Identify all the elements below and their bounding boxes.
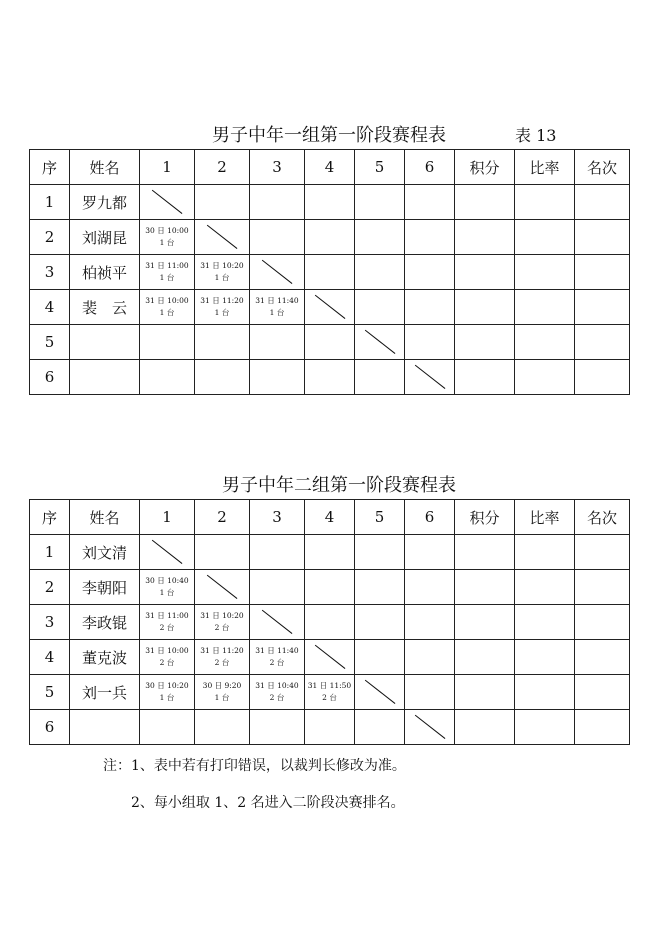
header-cell: 名次 [575,500,630,535]
match-venue: 1 台 [214,308,230,317]
table-row [30,640,630,675]
table-row [30,325,630,360]
player-name-cell: 刘文清 [70,535,140,570]
header-cell: 积分 [455,150,515,185]
match-venue: 1 台 [159,588,175,597]
table-row [30,255,630,290]
rank-cell [575,605,630,640]
match-venue: 2 台 [214,623,230,632]
match-cell [250,640,305,675]
header-cell: 姓名 [70,500,140,535]
player-name-cell: 刘一兵 [70,675,140,710]
match-venue: 2 台 [269,693,285,702]
header-cell: 5 [355,150,405,185]
match-time: 31 日 11:00 [145,611,189,620]
score-cell [455,325,515,360]
match-cell [140,640,195,675]
ratio-cell [515,325,575,360]
empty-cell [250,185,305,220]
player-name-cell: 刘湖昆 [70,220,140,255]
score-cell [455,570,515,605]
diagonal-cell [405,360,455,395]
header-cell: 2 [195,500,250,535]
match-time: 31 日 10:00 [145,646,189,655]
seq-cell: 5 [30,325,70,360]
match-cell [305,675,355,710]
empty-cell [250,220,305,255]
rank-cell [575,675,630,710]
table-row [30,220,630,255]
match-time: 31 日 11:40 [255,296,299,305]
empty-cell [140,360,195,395]
note-line-1: 注：1、表中若有打印错误，以裁判长修改为准。 [103,758,406,774]
ratio-cell [515,255,575,290]
match-cell [140,290,195,325]
diagonal-cell [405,710,455,745]
empty-cell [140,710,195,745]
diagonal-cell [355,325,405,360]
empty-cell [355,605,405,640]
empty-cell [405,185,455,220]
rank-cell [575,360,630,395]
ratio-cell [515,360,575,395]
player-name-cell: 罗九都 [70,185,140,220]
header-cell: 名次 [575,150,630,185]
match-time: 31 日 10:40 [255,681,299,690]
seq-cell: 2 [30,220,70,255]
header-cell: 4 [305,500,355,535]
diagonal-cell [305,290,355,325]
header-row [30,500,630,535]
empty-cell [355,360,405,395]
diagonal-cell [195,220,250,255]
header-cell: 序 [30,500,70,535]
empty-cell [305,185,355,220]
empty-cell [305,535,355,570]
diagonal-cell [250,255,305,290]
match-venue: 2 台 [322,693,337,702]
match-venue: 1 台 [159,238,175,247]
header-cell: 1 [140,500,195,535]
rank-cell [575,570,630,605]
rank-cell [575,640,630,675]
score-cell [455,290,515,325]
empty-cell [355,290,405,325]
empty-cell [405,605,455,640]
empty-cell [250,360,305,395]
match-time: 31 日 11:20 [200,646,244,655]
header-cell: 积分 [455,500,515,535]
seq-cell: 6 [30,710,70,745]
empty-cell [250,325,305,360]
header-cell: 3 [250,150,305,185]
table-row [30,360,630,395]
empty-cell [405,675,455,710]
score-cell [455,535,515,570]
match-cell [195,255,250,290]
seq-cell: 4 [30,290,70,325]
diagonal-cell [305,640,355,675]
empty-cell [195,710,250,745]
empty-cell [305,570,355,605]
seq-cell: 3 [30,255,70,290]
match-venue: 2 台 [159,623,175,632]
match-venue: 2 台 [214,658,230,667]
ratio-cell [515,570,575,605]
diagonal-cell [140,535,195,570]
empty-cell [305,605,355,640]
seq-cell: 1 [30,185,70,220]
empty-cell [355,640,405,675]
empty-cell [405,570,455,605]
empty-cell [250,570,305,605]
match-time: 31 日 11:00 [145,261,189,270]
player-name-cell: 董克波 [70,640,140,675]
match-time: 31 日 11:40 [255,646,299,655]
empty-cell [305,360,355,395]
match-cell [195,605,250,640]
rank-cell [575,710,630,745]
empty-cell [405,220,455,255]
empty-cell [355,185,405,220]
ratio-cell [515,640,575,675]
table2-title: 男子中年二组第一阶段赛程表 [222,475,456,496]
player-name-cell: 李政锟 [70,605,140,640]
seq-cell: 3 [30,605,70,640]
ratio-cell [515,535,575,570]
player-name-cell [70,325,140,360]
empty-cell [250,535,305,570]
seq-cell: 1 [30,535,70,570]
empty-cell [405,255,455,290]
seq-cell: 5 [30,675,70,710]
header-cell: 比率 [515,500,575,535]
header-cell: 1 [140,150,195,185]
header-cell: 比率 [515,150,575,185]
table-row [30,570,630,605]
empty-cell [305,220,355,255]
rank-cell [575,220,630,255]
match-cell [140,675,195,710]
header-cell: 3 [250,500,305,535]
empty-cell [405,325,455,360]
empty-cell [405,535,455,570]
note-line-2: 2、每小组取 1、2 名进入二阶段决赛排名。 [131,795,405,811]
match-cell [140,605,195,640]
player-name-cell: 柏祯平 [70,255,140,290]
match-venue: 1 台 [159,693,175,702]
table-row [30,605,630,640]
ratio-cell [515,675,575,710]
empty-cell [355,535,405,570]
score-cell [455,255,515,290]
score-cell [455,675,515,710]
match-cell [140,570,195,605]
match-venue: 1 台 [269,308,285,317]
match-time: 31 日 10:00 [145,296,189,305]
match-venue: 2 台 [159,658,175,667]
empty-cell [405,640,455,675]
match-time: 30 日 9:20 [202,681,242,690]
match-cell [195,675,250,710]
ratio-cell [515,185,575,220]
header-cell: 姓名 [70,150,140,185]
match-venue: 1 台 [214,693,230,702]
table-row [30,710,630,745]
match-venue: 1 台 [159,308,175,317]
match-time: 31 日 10:20 [200,611,244,620]
rank-cell [575,535,630,570]
diagonal-cell [140,185,195,220]
seq-cell: 6 [30,360,70,395]
match-time: 31 日 11:50 [307,681,352,690]
diagonal-cell [195,570,250,605]
match-time: 30 日 10:20 [145,681,189,690]
table-row [30,675,630,710]
rank-cell [575,255,630,290]
empty-cell [305,255,355,290]
score-cell [455,220,515,255]
seq-cell: 4 [30,640,70,675]
header-cell: 6 [405,500,455,535]
empty-cell [355,570,405,605]
table-row [30,185,630,220]
match-time: 31 日 11:20 [200,296,244,305]
rank-cell [575,185,630,220]
player-name-cell: 李朝阳 [70,570,140,605]
empty-cell [195,325,250,360]
empty-cell [250,710,305,745]
match-venue: 1 台 [159,273,175,282]
player-name-cell [70,360,140,395]
score-cell [455,185,515,220]
rank-cell [575,325,630,360]
ratio-cell [515,710,575,745]
diagonal-cell [355,675,405,710]
score-cell [455,360,515,395]
match-cell [140,220,195,255]
empty-cell [355,255,405,290]
empty-cell [355,220,405,255]
rank-cell [575,290,630,325]
table-row [30,290,630,325]
match-cell [195,640,250,675]
seq-cell: 2 [30,570,70,605]
header-cell: 2 [195,150,250,185]
diagonal-cell [250,605,305,640]
header-cell: 序 [30,150,70,185]
match-venue: 2 台 [269,658,285,667]
header-cell: 4 [305,150,355,185]
header-cell: 5 [355,500,405,535]
score-cell [455,605,515,640]
match-time: 30 日 10:40 [145,576,189,585]
match-cell [250,290,305,325]
match-cell [195,290,250,325]
table-row [30,535,630,570]
table1-title: 男子中年一组第一阶段赛程表 [212,125,446,146]
empty-cell [195,360,250,395]
player-name-cell [70,710,140,745]
empty-cell [305,710,355,745]
header-row [30,150,630,185]
score-cell [455,710,515,745]
empty-cell [195,185,250,220]
match-cell [250,675,305,710]
ratio-cell [515,290,575,325]
table1-tag: 表 13 [515,126,557,145]
empty-cell [405,290,455,325]
empty-cell [140,325,195,360]
ratio-cell [515,605,575,640]
match-venue: 1 台 [214,273,230,282]
match-time: 30 日 10:00 [145,226,189,235]
empty-cell [355,710,405,745]
match-time: 31 日 10:20 [200,261,244,270]
ratio-cell [515,220,575,255]
score-cell [455,640,515,675]
schedule-table-1 [29,149,630,395]
schedule-table-2 [29,499,630,745]
empty-cell [305,325,355,360]
player-name-cell: 裴 云 [70,290,140,325]
empty-cell [195,535,250,570]
header-cell: 6 [405,150,455,185]
match-cell [140,255,195,290]
